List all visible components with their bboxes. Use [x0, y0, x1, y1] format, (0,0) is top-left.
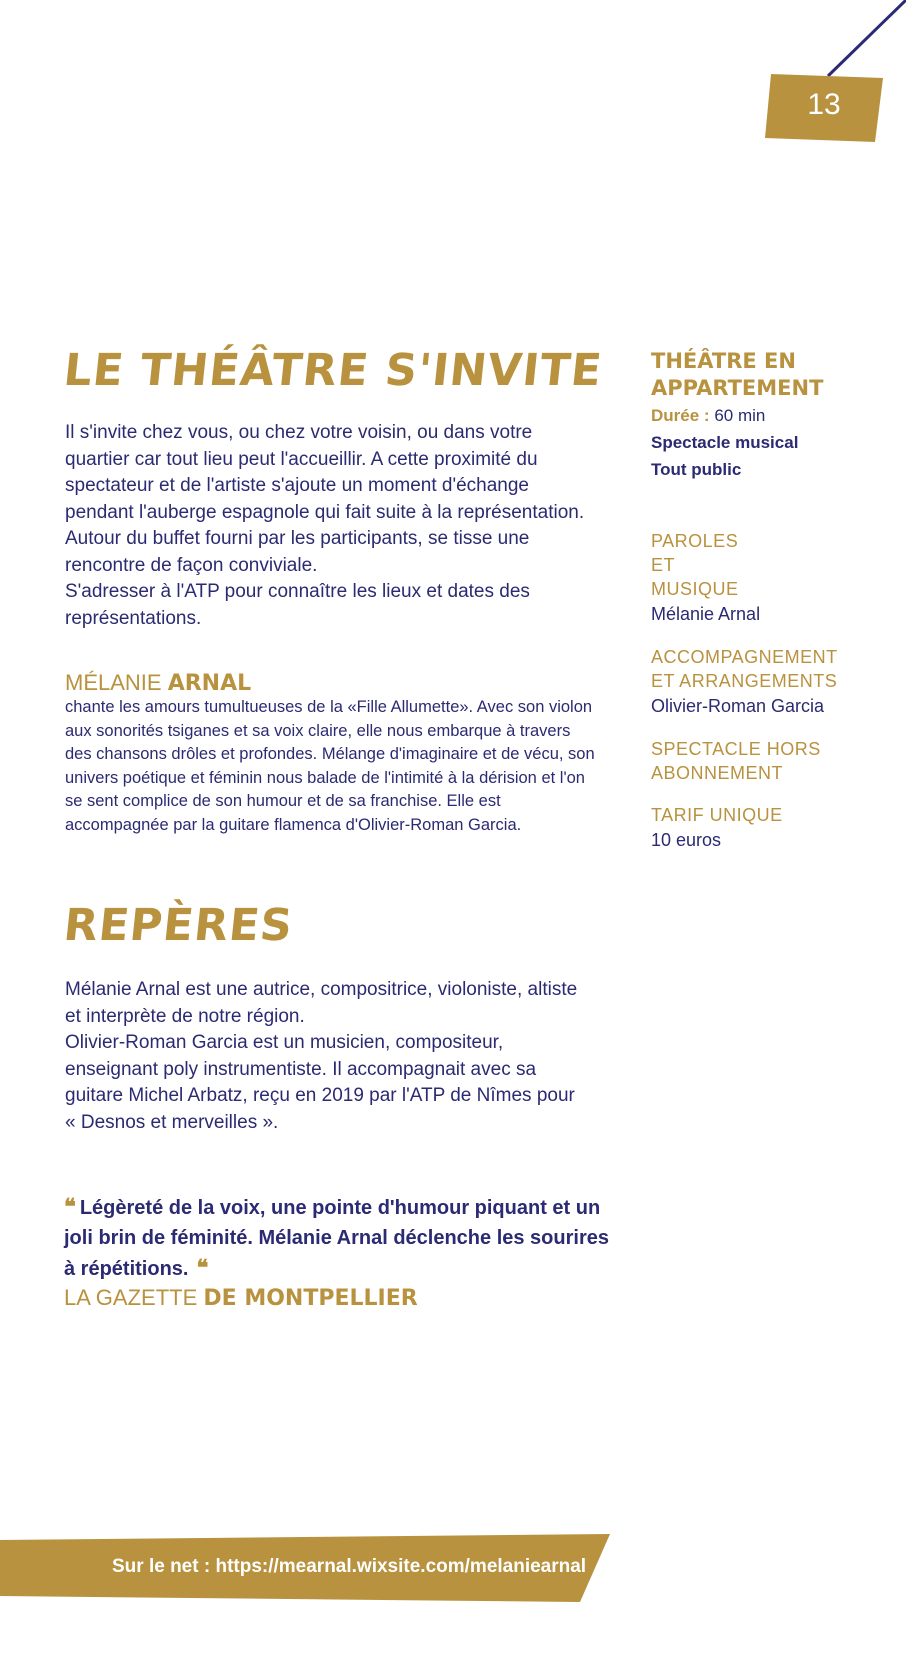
page-number-badge	[765, 74, 883, 142]
website-link[interactable]: Sur le net : https://mearnal.wixsite.com/melaniearnal	[112, 1556, 587, 1577]
paroles-label: PAROLES ET MUSIQUE	[651, 531, 739, 599]
event-category: THÉÂTRE EN APPARTEMENT	[651, 349, 824, 400]
quote-source-light: LA GAZETTE	[64, 1285, 198, 1310]
main-title: LE THÉÂTRE S'INVITE	[61, 345, 605, 396]
genre-text: Spectacle musical	[651, 433, 799, 452]
hors-abo-block	[651, 737, 891, 785]
event-audience	[651, 456, 891, 483]
intro-paragraph: S'adresser à l'ATP pour connaître les lieux et dates des représentations.	[65, 581, 530, 629]
duration-value: 60 min	[714, 406, 766, 425]
quote-source	[64, 1285, 418, 1311]
event-info-sidebar	[651, 348, 891, 853]
footer-band	[0, 1534, 610, 1602]
close-quote-icon: ❝	[196, 1255, 207, 1280]
quote-source-bold: DE MONTPELLIER	[203, 1286, 418, 1311]
paroles-block	[651, 529, 891, 627]
duration	[651, 402, 891, 429]
hors-abonnement: SPECTACLE HORS ABONNEMENT	[651, 739, 821, 783]
reperes-text	[65, 977, 585, 1136]
paroles-value: Mélanie Arnal	[651, 604, 761, 624]
artist-first-name: MÉLANIE	[65, 670, 162, 695]
artist-bio: chante les amours tumultueuses de la «Fille Allumette». Avec son violon aux sonorités tsiganes et sa voix claire, elle nous embarque à travers des chansons drôles et profondes. Mélange d'imaginaire et de vécu, son univers poétique et féminin nous balade de l'intimité à la dérision et l'on se sent complice de son humour et de sa franchise. Elle est accompagnée par la guitare flamenca d'Olivier-Roman Garcia.	[65, 698, 595, 834]
accomp-label: ACCOMPAGNEMENT ET ARRANGEMENTS	[651, 647, 838, 691]
reperes-paragraph: Olivier-Roman Garcia est un musicien, compositeur, enseignant poly instrumentiste. Il accompagnait avec sa guitare Michel Arbatz, reçu en 2019 par l'ATP de Nîmes pour « Desnos et merveilles ».	[65, 1032, 575, 1133]
intro-paragraph: Il s'invite chez vous, ou chez votre voisin, ou dans votre quartier car tout lieu peut l'accueillir. A cette proximité du spectateur et de l'artiste s'ajoute un moment d'échange pendant l'auberge espagnole qui fait suite à la représentation. Autour du buffet fourni par les participants, se tisse une rencontre de façon conviviale.	[65, 422, 585, 576]
intro-text	[65, 420, 585, 632]
open-quote-icon: ❝	[64, 1194, 74, 1219]
press-quote	[64, 1192, 624, 1284]
page-number: 13	[807, 88, 841, 121]
artist-last-name: ARNAL	[167, 671, 252, 696]
tarif-block	[651, 803, 891, 853]
artist-name	[65, 670, 251, 696]
accomp-value: Olivier-Roman Garcia	[651, 696, 825, 716]
audience-text: Tout public	[651, 460, 742, 479]
tarif-value: 10 euros	[651, 830, 722, 850]
reperes-paragraph: Mélanie Arnal est une autrice, compositrice, violoniste, altiste et interprète de notre région.	[65, 979, 578, 1027]
duration-label: Durée :	[651, 406, 710, 425]
quote-text: Légèreté de la voix, une pointe d'humour piquant et un joli brin de féminité. Mélanie Arnal déclenche les sourires à répétitions.	[64, 1197, 609, 1280]
accomp-block	[651, 645, 891, 719]
tarif-label: TARIF UNIQUE	[651, 805, 783, 825]
event-genre	[651, 429, 891, 456]
reperes-title: REPÈRES	[61, 900, 296, 951]
